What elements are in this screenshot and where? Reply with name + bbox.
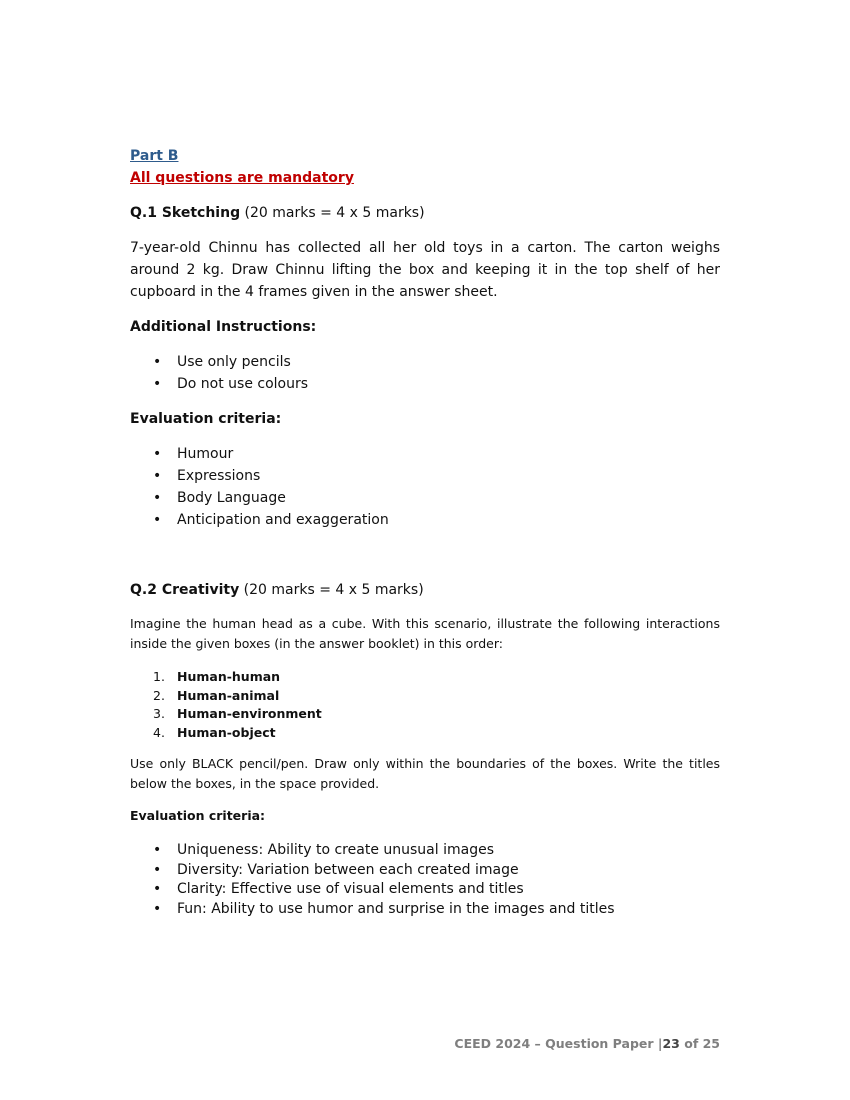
list-number: 2. bbox=[153, 687, 165, 703]
page-number: 23 bbox=[662, 1036, 680, 1051]
q1-additional-list bbox=[130, 351, 308, 395]
list-item: • Fun: Ability to use humor and surprise in the images and titles bbox=[130, 900, 615, 920]
page-footer bbox=[454, 1036, 720, 1051]
list-item: • Do not use colours bbox=[130, 373, 308, 395]
q2-interaction-list bbox=[130, 668, 322, 742]
q1-eval-heading: Evaluation criteria: bbox=[130, 411, 282, 427]
q2-eval-heading: Evaluation criteria: bbox=[130, 808, 266, 823]
q1-heading bbox=[130, 205, 425, 221]
q1-marks: (20 marks = 4 x 5 marks) bbox=[240, 205, 425, 221]
q2-label: Q.2 Creativity bbox=[130, 582, 240, 598]
list-number: 3. bbox=[153, 706, 165, 722]
list-item: • Body Language bbox=[130, 487, 389, 509]
list-item: • Clarity: Effective use of visual elements and titles bbox=[130, 880, 615, 900]
q1-label: Q.1 Sketching bbox=[130, 205, 241, 221]
list-item: • Anticipation and exaggeration bbox=[130, 509, 389, 531]
list-item bbox=[130, 687, 322, 706]
list-item: • Diversity: Variation between each created image bbox=[130, 861, 615, 881]
list-text: Human-human bbox=[177, 669, 281, 684]
q2-heading bbox=[130, 582, 424, 598]
list-text: Human-environment bbox=[177, 706, 322, 722]
list-item bbox=[130, 668, 322, 687]
part-title: Part B bbox=[130, 148, 179, 164]
footer-title: CEED 2024 – Question Paper | bbox=[454, 1036, 663, 1051]
list-item bbox=[130, 724, 322, 743]
list-item: • Humour bbox=[130, 443, 389, 465]
q1-additional-heading: Additional Instructions: bbox=[130, 319, 317, 335]
list-item bbox=[130, 705, 322, 724]
list-item: • Use only pencils bbox=[130, 351, 308, 373]
page-total: of 25 bbox=[679, 1036, 720, 1051]
list-text: Human-object bbox=[177, 724, 276, 740]
q2-prompt: Imagine the human head as a cube. With this scenario, illustrate the following interactions inside the given boxes (in the answer booklet) in this order: bbox=[130, 616, 720, 651]
q2-instruction: Use only BLACK pencil/pen. Draw only within the boundaries of the boxes. Write the titles below the boxes, in the space provided. bbox=[130, 756, 720, 791]
mandatory-note: All questions are mandatory bbox=[130, 170, 354, 186]
q1-prompt: 7-year-old Chinnu has collected all her old toys in a carton. The carton weighs around 2 kg. Draw Chinnu lifting the box and keeping it in the top shelf of her cupboard in the 4 frames given in the answer sheet. bbox=[130, 240, 720, 300]
list-item: • Uniqueness: Ability to create unusual images bbox=[130, 841, 615, 861]
list-text: Human-animal bbox=[177, 687, 280, 703]
list-item: • Expressions bbox=[130, 465, 389, 487]
q1-eval-list bbox=[130, 443, 389, 531]
q2-marks: (20 marks = 4 x 5 marks) bbox=[239, 582, 424, 598]
list-number: 1. bbox=[153, 669, 165, 684]
list-number: 4. bbox=[153, 724, 165, 740]
q2-eval-list bbox=[130, 841, 615, 919]
